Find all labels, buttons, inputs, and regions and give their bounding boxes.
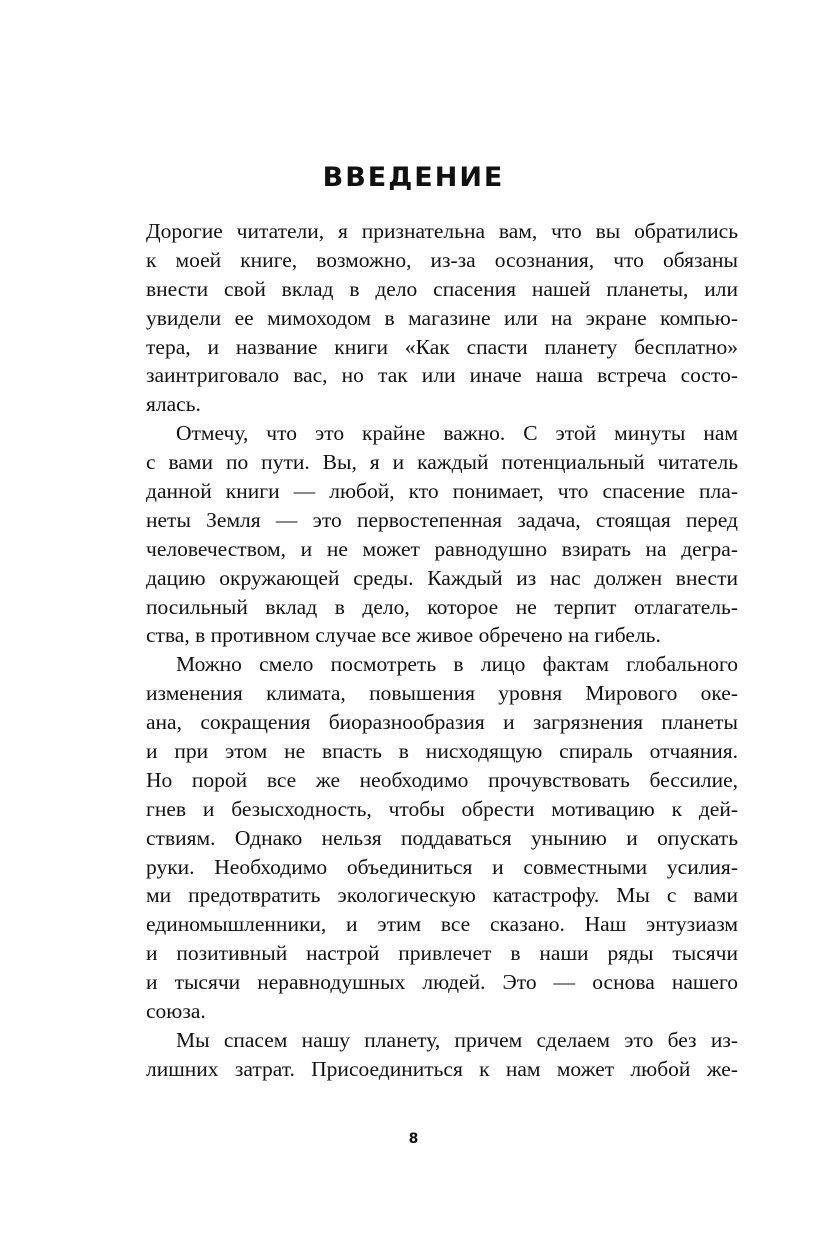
text-line: ми предотвратить экологическую катастрофу. Мы с вами (146, 883, 738, 908)
text-line: с вами по пути. Вы, я и каждый потенциальный читатель (146, 450, 738, 475)
text-line: Дорогие читатели, я признательна вам, что вы обратились (146, 219, 738, 243)
text-line: дацию окружающей среды. Каждый из нас должен внести (146, 565, 738, 590)
paragraph (146, 217, 738, 419)
page-number: 8 (408, 1131, 419, 1147)
text-line: тера, и название книги «Как спасти планету бесплатно» (146, 334, 738, 359)
text-line: и тысячи неравнодушных людей. Это — основа нашего (146, 970, 738, 995)
text-line: ялась. (146, 392, 201, 417)
paragraph (146, 1026, 738, 1084)
text-line: и при этом не впасть в нисходящую спираль отчаяния. (146, 739, 738, 764)
text-line: ана, сокращения биоразнообразия и загрязнения планеты (146, 710, 738, 735)
text-line: союза. (146, 999, 206, 1024)
body-text (146, 217, 738, 1084)
text-line: единомышленники, и этим все сказано. Наш энтузиазм (146, 912, 738, 937)
text-line: гнев и безысходность, чтобы обрести мотивацию к дей- (146, 796, 738, 821)
text-line: ствиям. Однако нельзя поддаваться унынию и опускать (146, 825, 738, 850)
text-line: ства, в противном случае все живое обречено на гибель. (146, 623, 661, 648)
paragraph (146, 650, 738, 1026)
page-title: ВВЕДЕНИЕ (322, 162, 505, 193)
text-line: внести свой вклад в дело спасения нашей планеты, или (146, 276, 738, 301)
text-line: посильный вклад в дело, которое не терпит отлагатель- (146, 594, 738, 619)
text-line: Отмечу, что это крайне важно. С этой минуты нам (176, 421, 738, 446)
text-line: Можно смело посмотреть в лицо фактам глобального (176, 652, 738, 677)
text-line: руки. Необходимо объединиться и совместными усилия- (146, 854, 738, 879)
text-line: изменения климата, повышения уровня Мирового оке- (146, 681, 738, 706)
text-line: и позитивный настрой привлечет в наши ряды тысячи (146, 941, 738, 966)
text-line: неты Земля — это первостепенная задача, стоящая перед (146, 507, 738, 532)
text-line: человечеством, и не может равнодушно взирать на дегра- (146, 536, 738, 561)
text-line: увидели ее мимоходом в магазине или на экране компью- (146, 305, 738, 330)
text-line: Но порой все же необходимо прочувствовать бессилие, (146, 767, 738, 792)
text-line: лишних затрат. Присоединиться к нам может любой же- (146, 1056, 738, 1081)
text-line: к моей книге, возможно, из-за осознания, что обязаны (146, 247, 738, 272)
text-line: данной книги — любой, кто понимает, что спасение пла- (146, 479, 738, 504)
text-line: заинтриговало вас, но так или иначе наша встреча состо- (146, 363, 738, 388)
text-line: Мы спасем нашу планету, причем сделаем это без из- (176, 1027, 738, 1052)
paragraph (146, 419, 738, 650)
